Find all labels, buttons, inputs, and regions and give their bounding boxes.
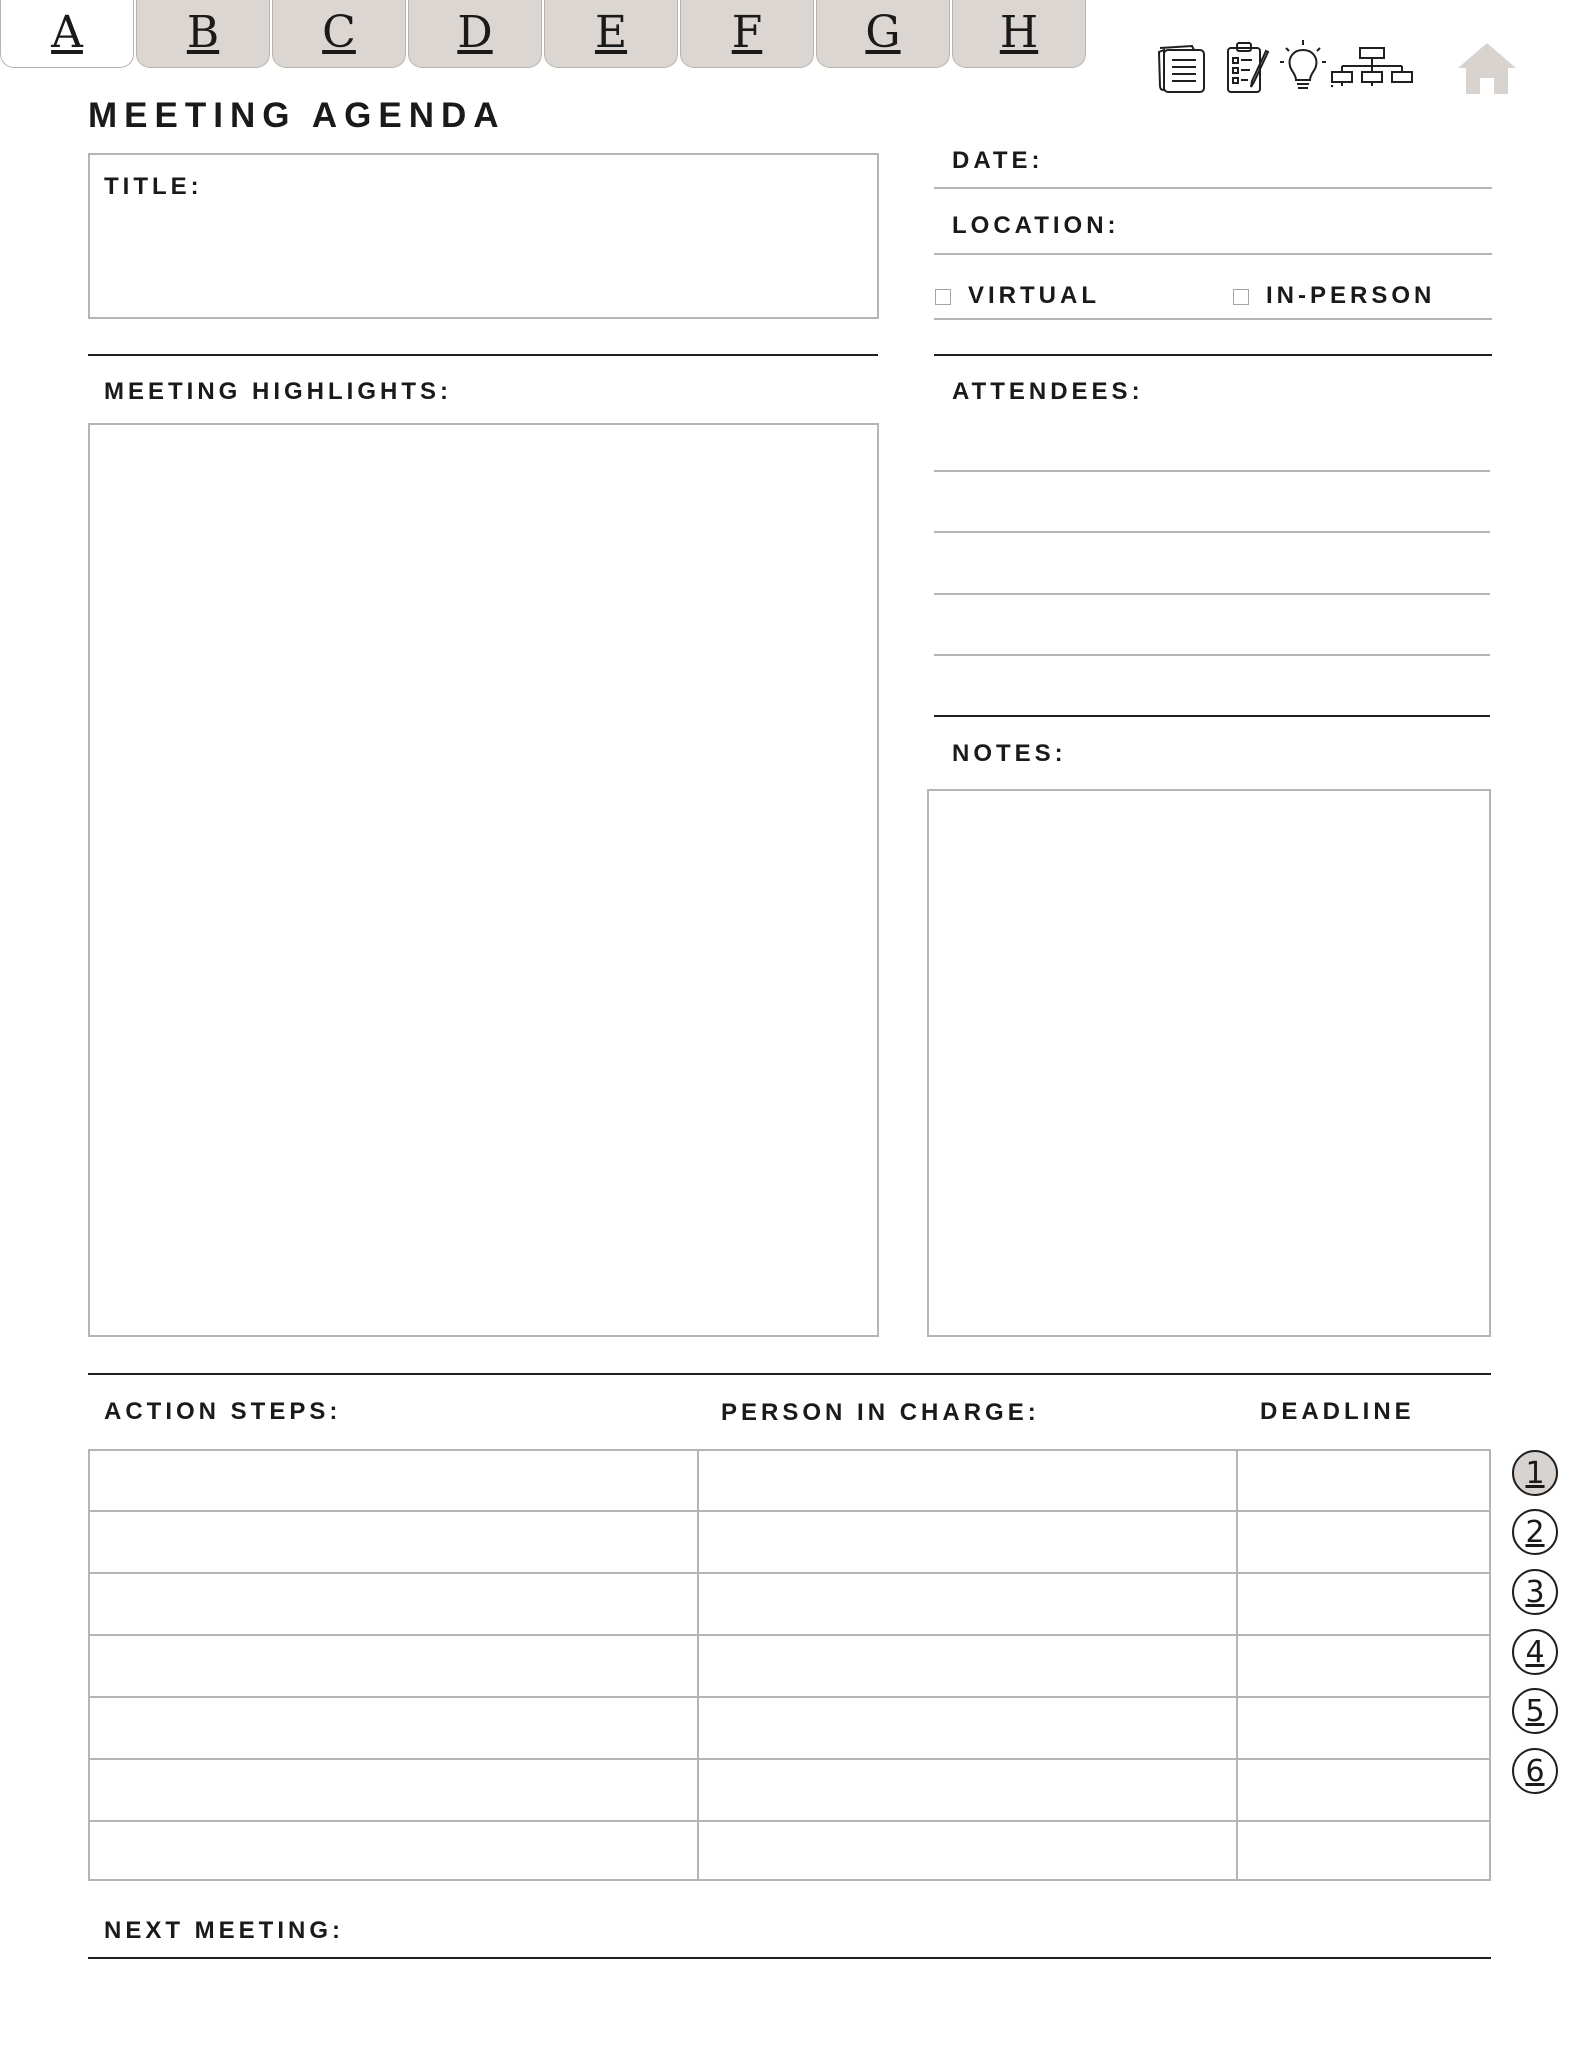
tab-f[interactable] <box>680 0 814 68</box>
lightbulb-icon[interactable] <box>1278 38 1328 96</box>
page-link-2-label: 2 <box>1525 1514 1545 1550</box>
page-link-3-label: 3 <box>1525 1574 1545 1610</box>
tab-e-label: E <box>594 7 628 58</box>
tab-a[interactable] <box>0 0 134 68</box>
page-link-6-label: 6 <box>1525 1753 1545 1789</box>
table-row[interactable] <box>88 1634 1491 1636</box>
action-steps-label: ACTION STEPS: <box>104 1398 342 1425</box>
table-column-divider <box>697 1449 699 1881</box>
tab-h[interactable] <box>952 0 1086 68</box>
tab-f-label: F <box>731 7 763 58</box>
date-label: DATE: <box>952 147 1044 174</box>
table-row[interactable] <box>88 1758 1491 1760</box>
highlights-divider <box>88 354 878 356</box>
highlights-label: MEETING HIGHLIGHTS: <box>104 378 452 405</box>
tab-a-label: A <box>51 7 83 58</box>
location-line[interactable] <box>934 253 1492 255</box>
tab-e[interactable] <box>544 0 678 68</box>
tab-d-label: D <box>457 7 493 58</box>
action-table <box>88 1449 1491 1881</box>
page-link-4-label: 4 <box>1525 1634 1545 1670</box>
page-link-5-label: 5 <box>1525 1693 1545 1729</box>
notes-box[interactable] <box>927 789 1491 1337</box>
person-in-charge-label: PERSON IN CHARGE: <box>721 1399 1040 1426</box>
tab-b[interactable] <box>136 0 270 68</box>
deadline-label: DEADLINE <box>1260 1398 1415 1425</box>
table-row[interactable] <box>88 1696 1491 1698</box>
tab-g-label: G <box>865 7 901 58</box>
notes-divider <box>934 715 1490 717</box>
notes-label: NOTES: <box>952 740 1067 767</box>
title-box[interactable] <box>88 153 879 319</box>
attendees-label: ATTENDEES: <box>952 378 1144 405</box>
highlights-box[interactable] <box>88 423 879 1337</box>
date-line[interactable] <box>934 187 1492 189</box>
org-chart-icon[interactable] <box>1330 46 1414 92</box>
page-link-5[interactable] <box>1512 1688 1558 1734</box>
table-row[interactable] <box>88 1572 1491 1574</box>
in-person-label: IN-PERSON <box>1266 282 1436 309</box>
in-person-checkbox[interactable] <box>1233 289 1249 305</box>
location-label: LOCATION: <box>952 212 1120 239</box>
table-row[interactable] <box>88 1820 1491 1822</box>
page-link-4[interactable] <box>1512 1629 1558 1675</box>
attendee-line[interactable] <box>934 654 1490 656</box>
page-link-1-label: 1 <box>1525 1455 1545 1491</box>
next-meeting-label: NEXT MEETING: <box>104 1917 345 1944</box>
tab-h-label: H <box>999 7 1039 58</box>
table-row[interactable] <box>88 1510 1491 1512</box>
virtual-checkbox[interactable] <box>935 289 951 305</box>
page-link-3[interactable] <box>1512 1569 1558 1615</box>
title-label: TITLE: <box>104 173 203 200</box>
checklist-icon[interactable] <box>1224 40 1272 96</box>
attendee-line[interactable] <box>934 531 1490 533</box>
page-link-1[interactable] <box>1512 1450 1558 1496</box>
table-column-divider <box>1236 1449 1238 1881</box>
notes-icon[interactable] <box>1156 42 1210 94</box>
tab-c-label: C <box>322 7 356 58</box>
action-divider <box>88 1373 1491 1375</box>
tab-c[interactable] <box>272 0 406 68</box>
tab-g[interactable] <box>816 0 950 68</box>
attendees-divider <box>934 354 1492 356</box>
home-icon[interactable] <box>1456 40 1518 96</box>
tab-b-label: B <box>186 7 220 58</box>
attendee-line[interactable] <box>934 470 1490 472</box>
attendee-line[interactable] <box>934 593 1490 595</box>
page-link-6[interactable] <box>1512 1748 1558 1794</box>
next-meeting-line[interactable] <box>88 1957 1491 1959</box>
page-title: MEETING AGENDA <box>88 96 506 135</box>
page-link-2[interactable] <box>1512 1509 1558 1555</box>
mode-line <box>934 318 1492 320</box>
virtual-label: VIRTUAL <box>968 282 1100 309</box>
tab-d[interactable] <box>408 0 542 68</box>
